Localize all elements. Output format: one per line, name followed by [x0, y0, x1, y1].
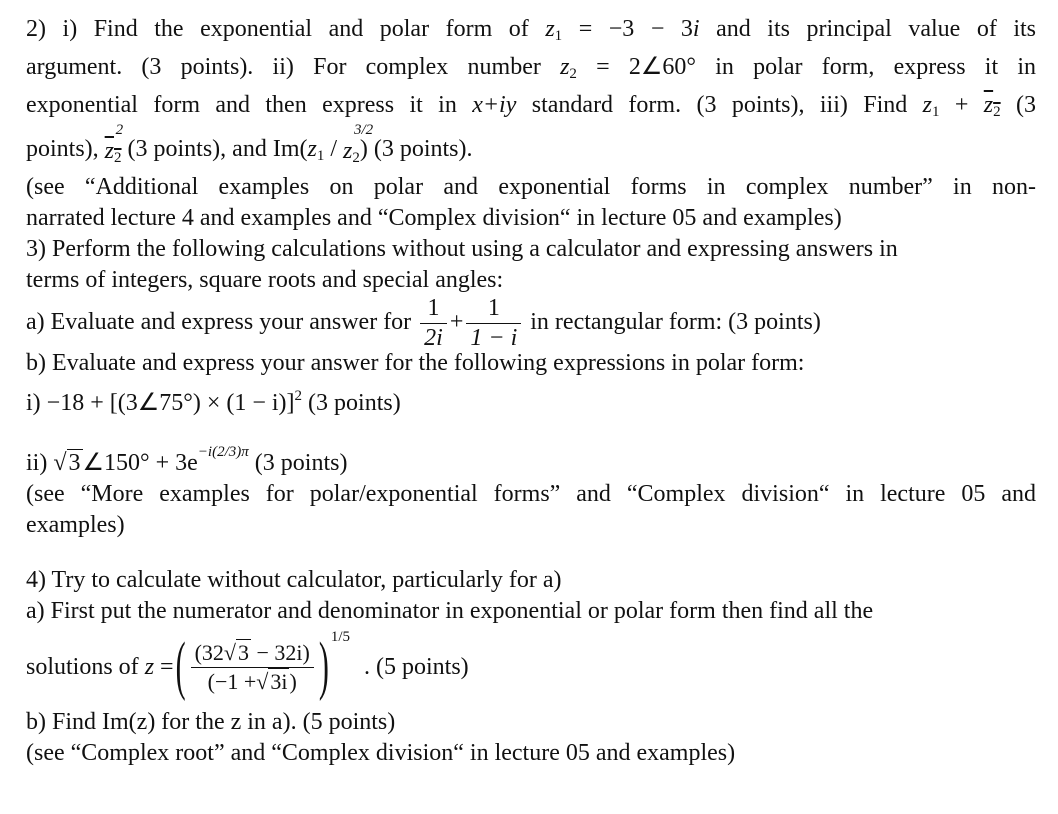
left-paren: (	[175, 629, 186, 703]
z2-symbol: $z_2$	[560, 54, 577, 82]
fraction-1-over-1-minus-i: $\frac{1}{1 - i}$	[466, 296, 521, 351]
p4-equation: solutions of z = ( $\frac{(32√3 - 32i)}{(-1 +√3i)}$ ) 1/5 . (5 points)	[26, 627, 1036, 707]
p4-part-b: b) Find Im(z) for the z in a). (5 points)	[26, 709, 396, 735]
p2-line-1: 2) i) Find the exponential and polar form of $z_1 = -3 - 3i$ and its principal value of its	[26, 16, 1037, 44]
xiy-term: x+iy	[472, 92, 517, 118]
z2-conjugate: $z_2$	[983, 92, 1001, 120]
p4-line-2: a) First put the numerator and denominator in exponential or polar form then find all the	[26, 598, 874, 624]
problem-sheet	[26, 14, 1036, 769]
p2-text: argument. (3 points). ii) For complex number	[26, 54, 541, 80]
p3-see-line-2: examples)	[26, 512, 125, 538]
p3-part-b: b) Evaluate and express your answer for the following expressions in polar form:	[26, 350, 805, 376]
p3-part-a: a) Evaluate and express your answer for $\frac{1}{2i}$ + $\frac{1}{1 - i}$ in rectangular form: (3 points)	[26, 295, 821, 352]
right-paren: )	[318, 629, 329, 703]
p2-line-2	[26, 52, 1036, 90]
p2-text: exponential form and then express it in	[26, 92, 457, 118]
p3-part-b-i: i) −18 + [(3∠75°) × (1 − i)]$^2$ (3 points)	[26, 388, 401, 416]
p3-line-1: 3) Perform the following calculations without using a calculator and expressing answers in	[26, 236, 898, 262]
fraction-1-over-2i: $\frac{1}{2i}$	[420, 296, 447, 351]
big-fraction: $\frac{(32√3 - 32i)}{(-1 +√3i)}$	[191, 641, 314, 692]
p3-see-line-1: (see “More examples for polar/exponential forms” and “Complex division“ in lecture 05 and	[26, 481, 1036, 507]
z2-pow-3-2: $z_2$ 3/2	[343, 122, 374, 166]
p4-line-1: 4) Try to calculate without calculator, particularly for a)	[26, 567, 562, 593]
z1-symbol: $z_1$	[922, 92, 940, 120]
z2-squared-conjugate: $z_2$ 2	[104, 122, 124, 166]
sqrt-3: √3	[53, 450, 81, 476]
z1-value: = −3 − 3	[578, 16, 693, 42]
exponent: −i(2/3)π	[197, 444, 249, 460]
p2-text: in polar form, express it in	[715, 54, 1037, 80]
p2-text: standard form. (3 points), iii) Find	[531, 92, 908, 118]
z1-symbol: $z_1$	[545, 16, 563, 44]
p2-line-4: points), $z_2$ 2 (3 points), and $Im(z_1 / z_2$ 3/2 ) (3 points).	[26, 122, 473, 166]
p2-text: points),	[26, 136, 99, 162]
exponent-1-5: 1/5	[330, 629, 351, 645]
z2-value: = 2∠60°	[596, 54, 697, 80]
p3-line-2: terms of integers, square roots and special angles:	[26, 267, 504, 293]
p2-line-3: exponential form and then express it in x+iy standard form. (3 points), iii) Find $z_1 + z_2$ (3	[26, 92, 1036, 120]
p2-text: 2) i) Find the exponential and polar form of	[26, 16, 529, 42]
p3-part-b-ii: ii) √3∠150° + $3e^{-i(2/3)\pi}$ (3 points)	[26, 437, 1036, 479]
p2-see-line-2: narrated lecture 4 and examples and “Complex division“ in lecture 05 and examples)	[26, 205, 842, 231]
p2-see-line-1: (see “Additional examples on polar and exponential forms in complex number” in non-	[26, 174, 1036, 200]
p4-see: (see “Complex root” and “Complex division“ in lecture 05 and examples)	[26, 740, 736, 766]
p2-text: and its principal value of its	[716, 16, 1037, 42]
